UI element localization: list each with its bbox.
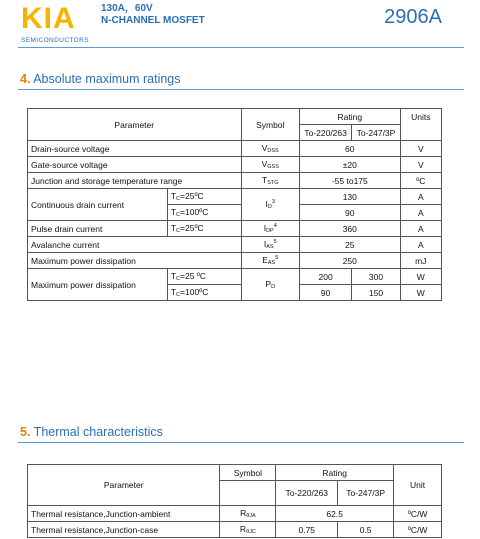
package-2-header: To-247/3P (352, 125, 400, 141)
symbol-cell: $E_{AS}^5$ (241, 253, 299, 269)
rating-cell: ±20 (299, 157, 400, 173)
symbol-header: Symbol (220, 465, 276, 481)
rating-cell: 25 (299, 237, 400, 253)
section-4-divider (18, 89, 464, 90)
table-row (28, 189, 442, 205)
param-cell: Thermal resistance,Junction-ambient (28, 506, 220, 522)
param-cell: Avalanche current (28, 237, 242, 253)
condition-cell: $T_C=25ºC$ (167, 189, 241, 205)
rating-header: Rating (299, 109, 400, 125)
table-row (28, 221, 442, 237)
unit-cell: ºC (400, 173, 441, 189)
unit-cell: V (400, 141, 441, 157)
absolute-max-ratings-table (27, 108, 442, 301)
section-5-heading (20, 425, 163, 439)
rating-cell: 150 (352, 285, 400, 301)
parameter-header: Parameter (28, 465, 220, 506)
package-1-header: To-220/263 (299, 125, 351, 141)
symbol-header: Symbol (241, 109, 299, 141)
table-row (28, 157, 442, 173)
rating-cell: 130 (299, 189, 400, 205)
symbol-cell: $V_{DSS}$ (241, 141, 299, 157)
param-cell: Continuous drain current (28, 189, 168, 221)
unit-cell: W (400, 269, 441, 285)
unit-cell: mJ (400, 253, 441, 269)
table-row (28, 141, 442, 157)
param-cell: Thermal resistance,Junction-case (28, 522, 220, 538)
unit-cell: ºC/W (394, 506, 442, 522)
thermal-characteristics-table (27, 464, 442, 538)
rating-cell: -55 to175 (299, 173, 400, 189)
condition-cell: $T_C=100ºC$ (167, 285, 241, 301)
section-5-number: 5. (20, 425, 31, 439)
symbol-cell: $I_{AS}^5$ (241, 237, 299, 253)
unit-cell: V (400, 157, 441, 173)
unit-cell: W (400, 285, 441, 301)
table-header-row (28, 465, 442, 481)
condition-cell: $T_C=25$ ºC (167, 269, 241, 285)
section-4-title: Absolute maximum ratings (30, 72, 181, 86)
header-divider (18, 47, 464, 48)
table-row (28, 506, 442, 522)
param-cell: Pulse drain current (28, 221, 168, 237)
unit-cell: A (400, 237, 441, 253)
symbol-cell: $R_{\theta JC}$ (220, 522, 276, 538)
unit-cell: A (400, 189, 441, 205)
package-2-header: To-247/3P (338, 481, 394, 506)
rating-cell: 200 (299, 269, 351, 285)
package-1-header: To-220/263 (276, 481, 338, 506)
rating-cell: 250 (299, 253, 400, 269)
param-cell: Junction and storage temperature range (28, 173, 242, 189)
section-5-title: Thermal characteristics (30, 425, 163, 439)
product-spec (101, 3, 205, 27)
condition-cell: $T_C=100ºC$ (167, 205, 241, 221)
table-row (28, 253, 442, 269)
unit-cell: A (400, 221, 441, 237)
rating-cell: 90 (299, 285, 351, 301)
param-cell: Drain-source voltage (28, 141, 242, 157)
rating-cell: 300 (352, 269, 400, 285)
parameter-header: Parameter (28, 109, 242, 141)
condition-cell: $T_C=25ºC$ (167, 221, 241, 237)
symbol-cell: $V_{GSS}$ (241, 157, 299, 173)
symbol-cell: $P_D$ (241, 269, 299, 301)
part-number: 2906A (384, 6, 442, 28)
section-5-divider (18, 442, 464, 443)
symbol-cell: $R_{\theta JA}$ (220, 506, 276, 522)
units-header: Units (400, 109, 441, 141)
rating-cell: 90 (299, 205, 400, 221)
symbol-cell: $I_{DP}^4$ (241, 221, 299, 237)
table-row (28, 269, 442, 285)
table-row (28, 237, 442, 253)
company-logo: KIA (21, 2, 76, 35)
symbol-blank-cell (220, 481, 276, 506)
symbol-cell: $I_D^3$ (241, 189, 299, 221)
rating-cell: 62.5 (276, 506, 394, 522)
unit-cell: A (400, 205, 441, 221)
rating-cell: 60 (299, 141, 400, 157)
param-cell: Maximum power dissipation (28, 253, 242, 269)
rating-header: Rating (276, 465, 394, 481)
section-4-heading (20, 72, 181, 86)
param-cell: Gate-source voltage (28, 157, 242, 173)
spec-line-1: 130A，60V (101, 3, 153, 14)
spec-line-2: N-CHANNEL MOSFET (101, 15, 205, 26)
unit-cell: ºC/W (394, 522, 442, 538)
unit-header: Unit (394, 465, 442, 506)
rating-cell: 360 (299, 221, 400, 237)
logo-subtitle: SEMICONDUCTORS (21, 37, 89, 44)
rating-cell: 0.75 (276, 522, 338, 538)
section-4-number: 4. (20, 72, 31, 86)
rating-cell: 0.5 (338, 522, 394, 538)
table-row (28, 173, 442, 189)
table-row (28, 522, 442, 538)
param-cell: Maximum power dissipation (28, 269, 168, 301)
table-header-row (28, 109, 442, 125)
symbol-cell: $T_{STG}$ (241, 173, 299, 189)
